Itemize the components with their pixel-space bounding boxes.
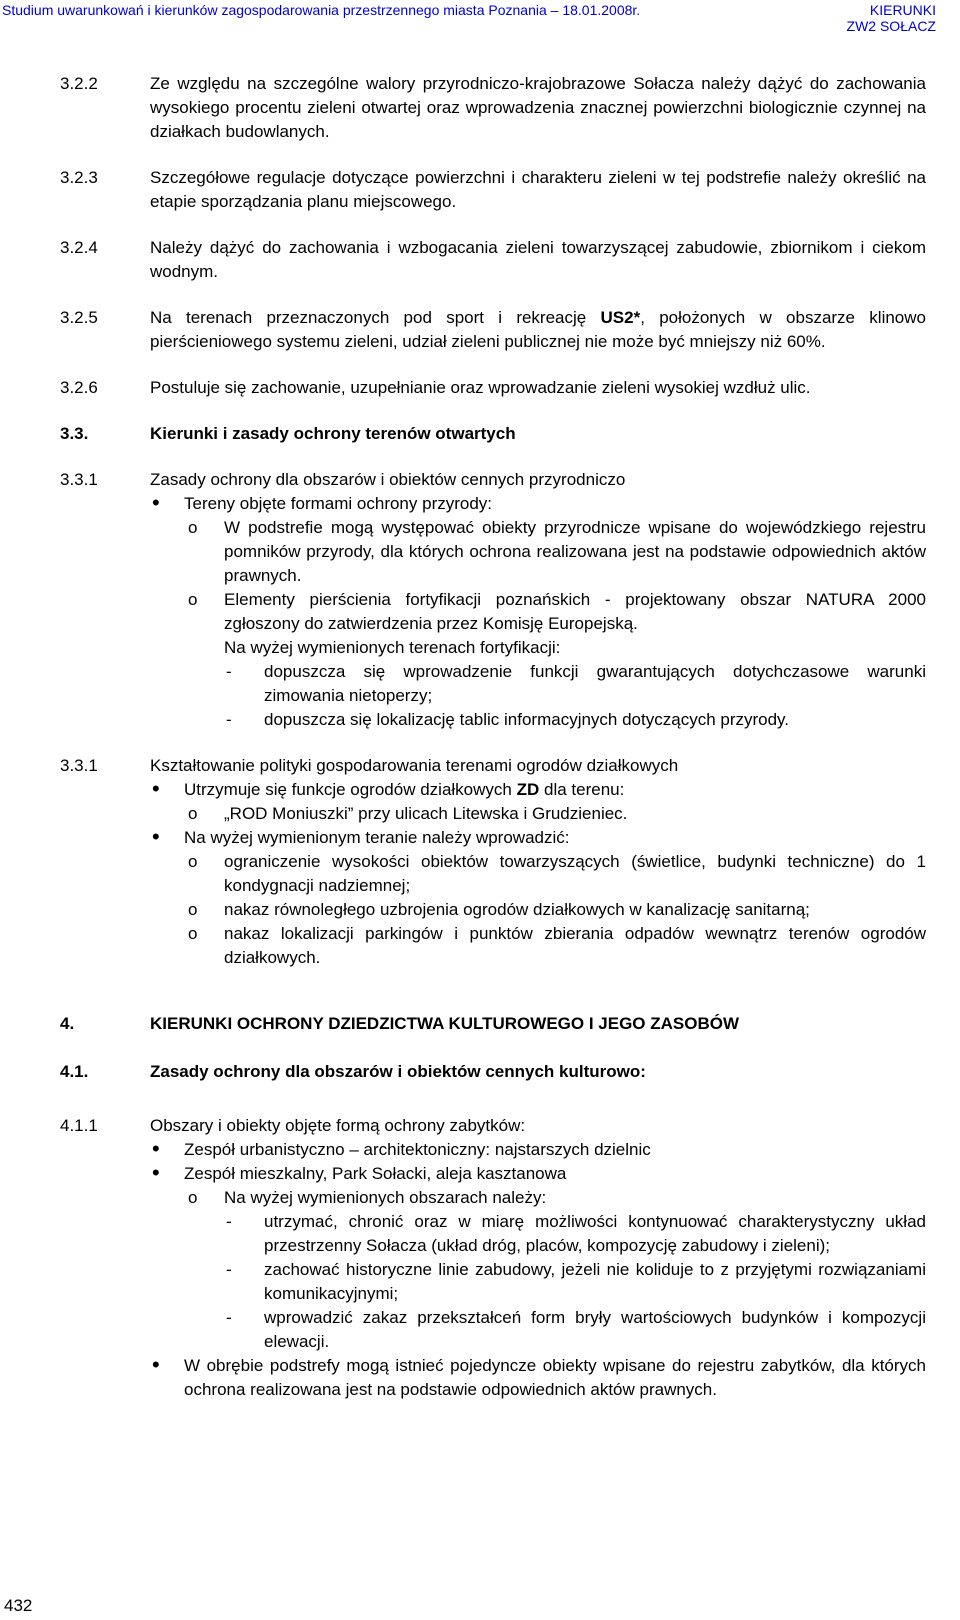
list-item: • W obrębie podstrefy mogą istnieć pojedyncze obiekty wpisane do rejestru zabytków, dla których ochrona realizowana jest na podstawie odpowiednich aktów prawnych. — [150, 1354, 926, 1402]
list-item: o Elementy pierścienia fortyfikacji poznańskich - projektowany obszar NATURA 2000 zgłoszony do zatwierdzenia przez Komisję Europejską. — [184, 588, 926, 636]
paragraph-number: 3.2.3 — [60, 168, 98, 187]
header-document-title[interactable]: Studium uwarunkowań i kierunków zagospodarowania przestrzennego miasta Poznania – 18.01.2008r. — [2, 2, 641, 18]
list-item-text — [184, 780, 624, 799]
list-item-text: Na wyżej wymienionym teranie należy wprowadzić: — [184, 828, 570, 847]
paragraph-number: 3.3.1 — [60, 470, 98, 489]
list-item — [150, 778, 926, 826]
paragraph-number: 3.3.1 — [60, 756, 98, 775]
dash-list — [224, 1210, 926, 1354]
bullet-list — [150, 492, 926, 732]
sub-list — [184, 802, 926, 826]
list-item: • Zespół urbanistyczno – architektoniczny: najstarszych dzielnic — [150, 1138, 926, 1162]
bullet-list — [150, 1138, 926, 1402]
sub-list — [184, 850, 926, 970]
paragraph-3-2-2 — [60, 72, 926, 144]
list-item-text-part: Utrzymuje się funkcje ogrodów działkowych — [184, 780, 517, 799]
heading-4-1 — [60, 1060, 926, 1084]
paragraph-3-3-1-gardens — [60, 754, 926, 970]
list-item: - zachować historyczne linie zabudowy, jeżeli nie koliduje to z przyjętymi rozwiązaniami komunikacyjnymi; — [224, 1258, 926, 1306]
paragraph-number: 4.1.1 — [60, 1116, 98, 1135]
list-item: - utrzymać, chronić oraz w miarę możliwości kontynuować charakterystyczny układ przestrzenny Sołacza (układ dróg, placów, kompozycję zabudowy i zieleni); — [224, 1210, 926, 1258]
paragraph-text: Szczegółowe regulacje dotyczące powierzchni i charakteru zieleni w tej podstrefie należy określić na etapie sporządzania planu miejscowego. — [150, 168, 926, 211]
paragraph-text: Kształtowanie polityki gospodarowania terenami ogrodów działkowych — [150, 756, 679, 775]
paragraph-3-2-6 — [60, 376, 926, 400]
header-zone-label[interactable]: ZW2 SOŁACZ — [846, 18, 936, 34]
paragraph-number: 3.2.6 — [60, 378, 98, 397]
paragraph-number: 3.2.4 — [60, 238, 98, 257]
heading-number: 4.1. — [60, 1062, 89, 1081]
list-item — [184, 1186, 926, 1354]
zone-symbol-us2: US2* — [600, 308, 641, 327]
dash-list — [224, 660, 926, 732]
document-body — [60, 72, 926, 1424]
list-item: - dopuszcza się lokalizację tablic informacyjnych dotyczących przyrody. — [224, 708, 926, 732]
paragraph-3-2-5 — [60, 306, 926, 354]
list-item-text: Tereny objęte formami ochrony przyrody: — [184, 494, 493, 513]
list-item — [150, 1162, 926, 1354]
list-item: o W podstrefie mogą występować obiekty przyrodnicze wpisane do wojewódzkiego rejestru pomników przyrody, dla których ochrona realizowana jest na podstawie odpowiednich aktów prawnych. — [184, 516, 926, 588]
heading-4 — [60, 1012, 926, 1036]
list-item: - dopuszcza się wprowadzenie funkcji gwarantujących dotychczasowe warunki zimowania nietoperzy; — [224, 660, 926, 708]
list-item-text: Na wyżej wymienionych obszarach należy: — [224, 1188, 547, 1207]
paragraph-3-2-4 — [60, 236, 926, 284]
sub-list — [184, 516, 926, 636]
heading-number: 3.3. — [60, 424, 89, 443]
list-item: - wprowadzić zakaz przekształceń form bryły wartościowych budynków i kompozycji elewacji. — [224, 1306, 926, 1354]
sub-list — [184, 1186, 926, 1354]
paragraph-text — [150, 308, 926, 351]
paragraph-text-part: Na terenach przeznaczonych pod sport i rekreację — [150, 308, 601, 327]
bullet-list — [150, 778, 926, 970]
header-section-label[interactable]: KIERUNKI — [869, 2, 936, 18]
list-item: o ograniczenie wysokości obiektów towarzyszących (świetlice, budynki techniczne) do 1 kondygnacji nadziemnej; — [184, 850, 926, 898]
list-item — [150, 826, 926, 970]
paragraph-number: 3.2.2 — [60, 74, 98, 93]
zone-symbol-zd: ZD — [516, 780, 540, 799]
paragraph-3-3-1-nature — [60, 468, 926, 732]
heading-3-3 — [60, 422, 926, 446]
list-item: o „ROD Moniuszki” przy ulicach Litewska i Grudzieniec. — [184, 802, 926, 826]
paragraph-text: Obszary i obiekty objęte formą ochrony zabytków: — [150, 1116, 526, 1135]
list-item-text-part: dla terenu: — [539, 780, 625, 799]
list-item: o nakaz równoległego uzbrojenia ogrodów działkowych w kanalizację sanitarną; — [184, 898, 926, 922]
list-item-text: Zespół mieszkalny, Park Sołacki, aleja kasztanowa — [184, 1164, 567, 1183]
list-note: Na wyżej wymienionych terenach fortyfikacji: — [224, 638, 561, 657]
paragraph-text: Zasady ochrony dla obszarów i obiektów cennych przyrodniczo — [150, 470, 626, 489]
heading-number: 4. — [60, 1014, 75, 1033]
paragraph-text: Postuluje się zachowanie, uzupełnianie oraz wprowadzanie zieleni wysokiej wzdłuż ulic. — [150, 378, 811, 397]
heading-text: KIERUNKI OCHRONY DZIEDZICTWA KULTUROWEGO I JEGO ZASOBÓW — [150, 1014, 740, 1033]
list-item — [150, 492, 926, 732]
paragraph-text: Ze względu na szczególne walory przyrodniczo-krajobrazowe Sołacza należy dążyć do zachowania wysokiego procentu zieleni otwartej oraz wprowadzenia znacznej powierzchni biologicznie czynnej na działkach budowlanych. — [150, 74, 926, 141]
heading-text: Zasady ochrony dla obszarów i obiektów cennych kulturowo: — [150, 1062, 646, 1081]
heading-text: Kierunki i zasady ochrony terenów otwartych — [150, 424, 516, 443]
paragraph-number: 3.2.5 — [60, 308, 98, 327]
paragraph-text-part: , położonych w obszarze klinowo pierścieniowego systemu zieleni, udział zieleni publicznej nie może być mniejszy niż 60%. — [150, 308, 926, 351]
paragraph-4-1-1 — [60, 1114, 926, 1402]
paragraph-text: Należy dążyć do zachowania i wzbogacania zieleni towarzyszącej zabudowie, zbiornikom i ciekom wodnym. — [150, 238, 926, 281]
paragraph-3-2-3 — [60, 166, 926, 214]
page-number: 432 — [4, 1596, 33, 1615]
list-item: o nakaz lokalizacji parkingów i punktów zbierania odpadów wewnątrz terenów ogrodów działkowych. — [184, 922, 926, 970]
